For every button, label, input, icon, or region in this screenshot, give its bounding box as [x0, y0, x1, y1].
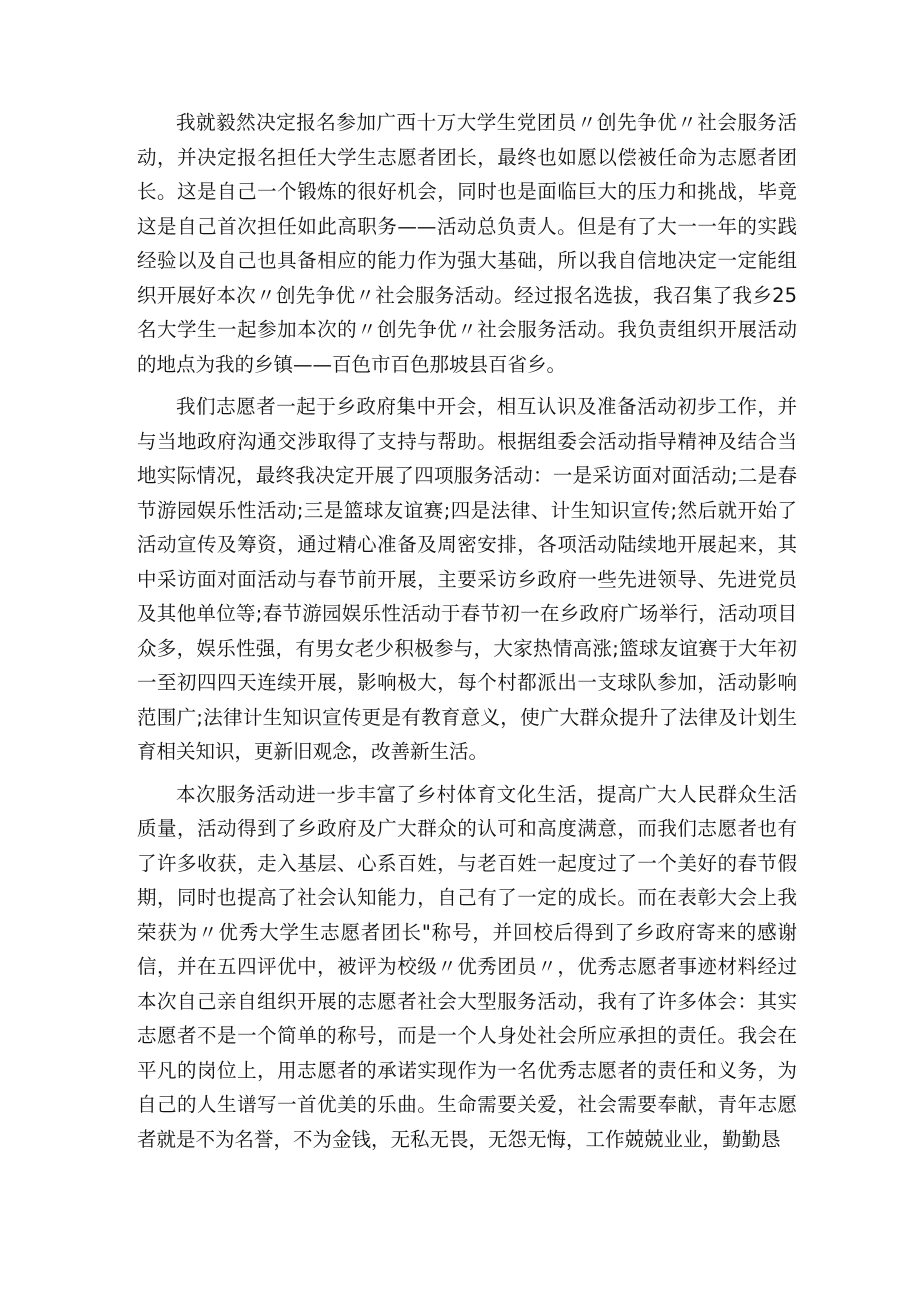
- document-body: [137, 106, 797, 1157]
- paragraph-1: 我就毅然决定报名参加广西十万大学生党团员〃创先争优〃社会服务活动，并决定报名担任大学生志愿者团长，最终也如愿以偿被任命为志愿者团长。这是自己一个锻炼的很好机会，同时也是面临巨大的压力和挑战，毕竟这是自己首次担任如此高职务——活动总负责人。但是有了大一一年的实践经验以及自己也具备相应的能力作为强大基础，所以我自信地决定一定能组织开展好本次〃创先争优〃社会服务活动。经过报名选拔，我召集了我乡25名大学生一起参加本次的〃创先争优〃社会服务活动。我负责组织开展活动的地点为我的乡镇——百色市百色那坡县百省乡。: [137, 111, 797, 376]
- paragraph-3: 本次服务活动进一步丰富了乡村体育文化生活，提高广大人民群众生活质量，活动得到了乡政府及广大群众的认可和高度满意，而我们志愿者也有了许多收获，走入基层、心系百姓，与老百姓一起度过了一个美好的春节假期，同时也提高了社会认知能力，自己有了一定的成长。而在表彰大会上我荣获为〃优秀大学生志愿者团长"称号，并回校后得到了乡政府寄来的感谢信，并在五四评优中，被评为校级〃优秀团员〃，优秀志愿者事迹材料经过本次自己亲自组织开展的志愿者社会大型服务活动，我有了许多体会：其实志愿者不是一个简单的称号，而是一个人身处社会所应承担的责任。我会在平凡的岗位上，用志愿者的承诺实现作为一名优秀志愿者的责任和义务，为自己的人生谱写一首优美的乐曲。生命需要关爱，社会需要奉献，青年志愿者就是不为名誉，不为金钱，无私无畏，无怨无悔，工作兢兢业业，勤勤恳: [137, 782, 797, 1151]
- paragraph-2: 我们志愿者一起于乡政府集中开会，相互认识及准备活动初步工作，并与当地政府沟通交涉取得了支持与帮助。根据组委会活动指导精神及结合当地实际情况，最终我决定开展了四项服务活动：一是采访面对面活动;二是春节游园娱乐性活动;三是篮球友谊赛;四是法律、计生知识宣传;然后就开始了活动宣传及筹资，通过精心准备及周密安排，各项活动陆续地开展起来，其中采访面对面活动与春节前开展，主要采访乡政府一些先进领导、先进党员及其他单位等;春节游园娱乐性活动于春节初一在乡政府广场举行，活动项目众多，娱乐性强，有男女老少积极参与，大家热情高涨;篮球友谊赛于大年初一至初四四天连续开展，影响极大，每个村都派出一支球队参加，活动影响范围广;法律计生知识宣传更是有教育意义，使广大群众提升了法律及计划生育相关知识，更新旧观念，改善新生活。: [137, 395, 797, 763]
